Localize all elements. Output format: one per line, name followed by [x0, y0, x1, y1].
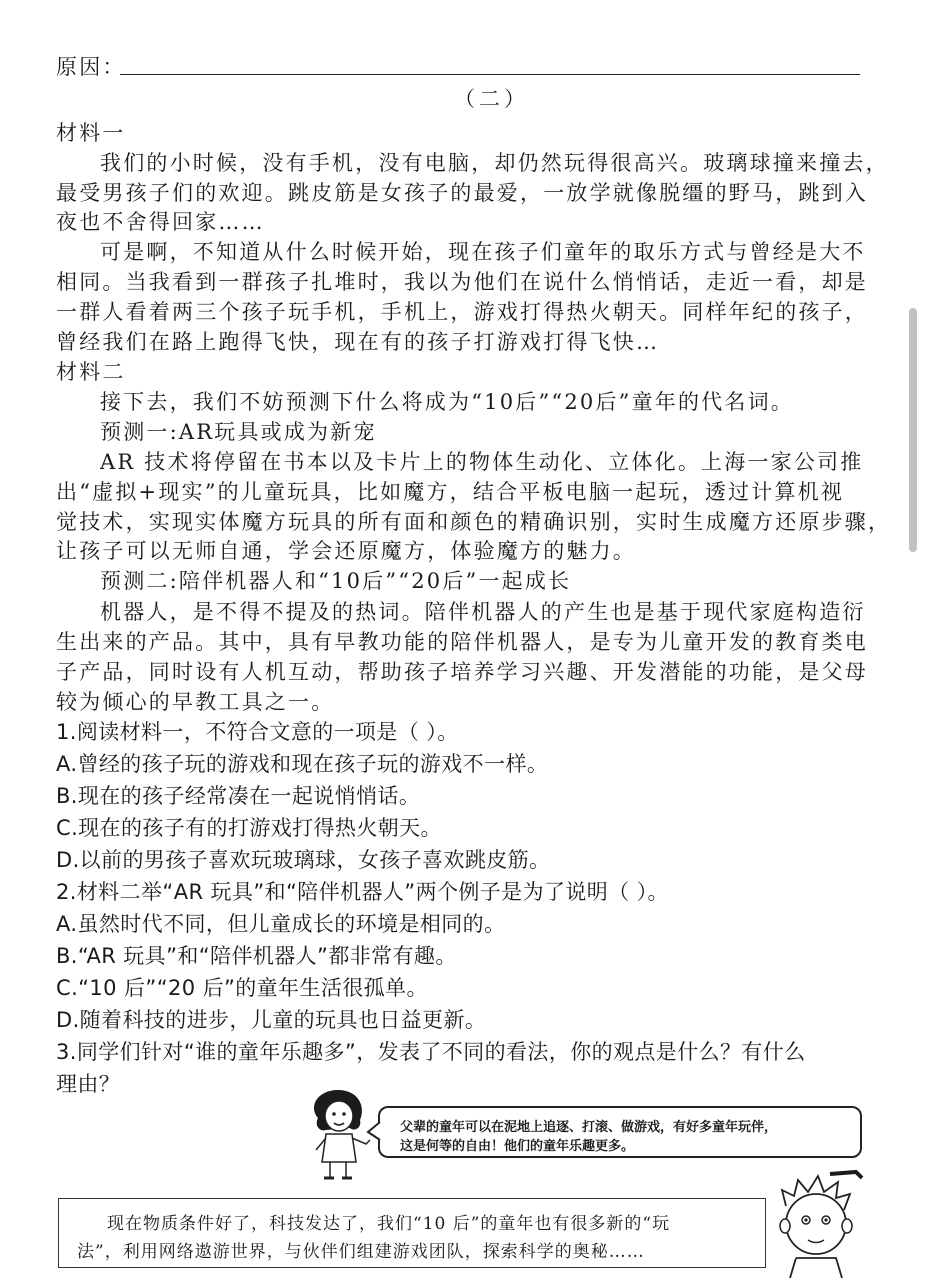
question1-option-d[interactable]: D.以前的男孩子喜欢玩玻璃球，女孩子喜欢跳皮筋。: [56, 848, 551, 872]
reason-answer-line[interactable]: [120, 74, 860, 75]
student-opinion-line: 法”，利用网络遨游世界，与伙伴们组建游戏团队，探索科学的奥秘……: [77, 1242, 645, 1262]
boy-illustration: [768, 1172, 864, 1278]
material1-line: 一群人看着两三个孩子玩手机，手机上，游戏打得热火朝天。同样年纪的孩子，: [56, 300, 868, 324]
reason-label: 原因：: [56, 55, 126, 79]
material1-line: 夜也不舍得回家……: [56, 210, 265, 234]
material1-line: 最受男孩子们的欢迎。跳皮筋是女孩子的最爱，一放学就像脱缰的野马，跳到入: [56, 181, 868, 205]
question1-option-a[interactable]: A.曾经的孩子玩的游戏和现在孩子玩的游戏不一样。: [56, 752, 549, 776]
question2-option-b[interactable]: B.“AR 玩具”和“陪伴机器人”都非常有趣。: [56, 944, 457, 968]
material2-heading: 材料二: [56, 360, 126, 384]
speech-bubble-line: 这是何等的自由！他们的童年乐趣更多。: [400, 1139, 635, 1154]
material2-line: 较为倾心的早教工具之一。: [56, 690, 335, 714]
material2-line: 机器人，是不得不提及的热词。陪伴机器人的产生也是基于现代家庭构造衍: [100, 600, 866, 624]
material1-line: 相同。当我看到一群孩子扎堆时，我以为他们在说什么悄悄话，走近一看，却是: [56, 270, 868, 294]
speech-bubble-tail: [366, 1120, 382, 1144]
material2-line: 让孩子可以无师自通，学会还原魔方，体验魔方的魅力。: [56, 539, 636, 563]
speech-bubble: [378, 1106, 862, 1158]
speech-bubble-line: 父辈的童年可以在泥地上追逐、打滚、做游戏，有好多童年玩伴，: [400, 1120, 778, 1135]
question1-option-c[interactable]: C.现在的孩子有的打游戏打得热火朝天。: [56, 816, 442, 840]
material2-line: AR 技术将停留在书本以及卡片上的物体生动化、立体化。上海一家公司推: [100, 450, 864, 474]
material1-line: 曾经我们在路上跑得飞快，现在有的孩子打游戏打得飞快…: [56, 330, 660, 354]
material1-line: 可是啊，不知道从什么时候开始，现在孩子们童年的取乐方式与曾经是大不: [100, 240, 866, 264]
scrollbar-thumb[interactable]: [909, 308, 917, 552]
question1: 1.阅读材料一，不符合文意的一项是（ ）。: [56, 720, 459, 744]
question2-option-a[interactable]: A.虽然时代不同，但儿童成长的环境是相同的。: [56, 912, 506, 936]
student-opinion-box: [58, 1198, 766, 1268]
student-opinion-line: 现在物质条件好了，科技发达了，我们“10 后”的童年也有很多新的“玩: [107, 1214, 671, 1234]
material1-heading: 材料一: [56, 121, 126, 145]
material2-line: 子产品，同时设有人机互动，帮助孩子培养学习兴趣、开发潜能的功能，是父母: [56, 660, 868, 684]
question1-option-b[interactable]: B.现在的孩子经常凑在一起说悄悄话。: [56, 784, 421, 808]
question2-option-c[interactable]: C.“10 后”“20 后”的童年生活很孤单。: [56, 976, 428, 1000]
question2-option-d[interactable]: D.随着科技的进步，儿童的玩具也日益更新。: [56, 1008, 487, 1032]
prediction1-title: 预测一:AR玩具或成为新宠: [100, 420, 377, 444]
question3: 3.同学们针对“谁的童年乐趣多”，发表了不同的看法，你的观点是什么？有什么: [56, 1040, 806, 1064]
material2-line: 觉技术，实现实体魔方玩具的所有面和颜色的精确识别，实时生成魔方还原步骤，: [56, 510, 892, 534]
prediction2-title: 预测二:陪伴机器人和“10后”“20后”一起成长: [100, 569, 572, 593]
question3-continued: 理由？: [56, 1072, 121, 1096]
material2-line: 接下去，我们不妨预测下什么将成为“10后”“20后”童年的代名词。: [100, 390, 794, 414]
material1-line: 我们的小时候，没有手机，没有电脑，却仍然玩得很高兴。玻璃球撞来撞去，: [100, 151, 889, 175]
question2: 2.材料二举“AR 玩具”和“陪伴机器人”两个例子是为了说明（ ）。: [56, 880, 669, 904]
section-title: （二）: [454, 87, 529, 111]
material2-line: 出“虚拟+现实”的儿童玩具，比如魔方，结合平板电脑一起玩，透过计算机视: [56, 480, 845, 504]
material2-line: 生出来的产品。其中，具有早教功能的陪伴机器人，是专为儿童开发的教育类电: [56, 630, 868, 654]
